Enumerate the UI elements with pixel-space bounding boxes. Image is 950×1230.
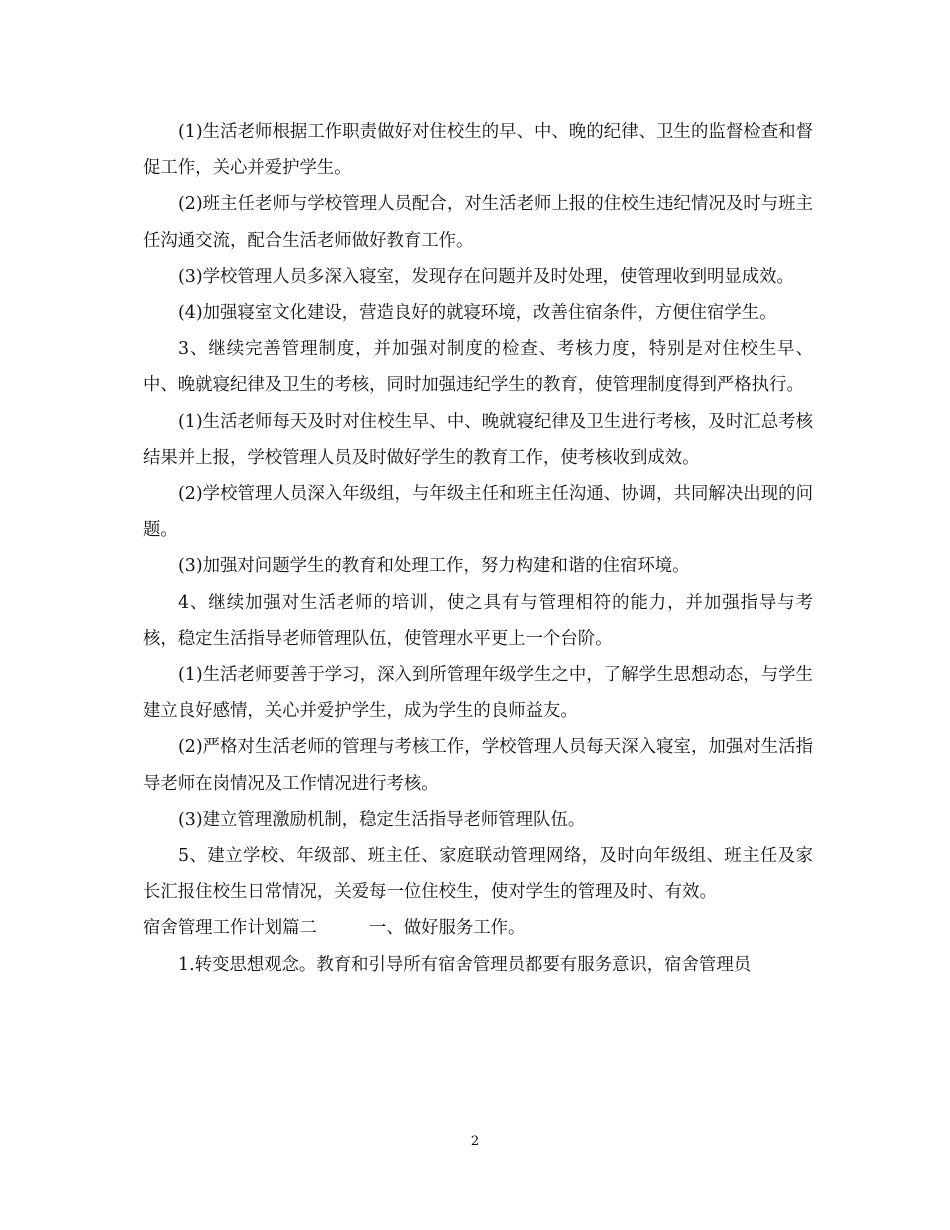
section-heading-line (143, 910, 813, 946)
paragraph-13: 5、建立学校、年级部、班主任、家庭联动管理网络，及时向年级组、班主任及家长汇报住校生日常情况，关爱每一位住校生，使对学生的管理及时、有效。 (143, 846, 813, 903)
section-title: 宿舍管理工作计划篇二 (143, 918, 317, 939)
paragraph-2: (2)班主任老师与学校管理人员配合，对生活老师上报的住校生违纪情况及时与班主任沟通交流，配合生活老师做好教育工作。 (143, 194, 813, 251)
paragraph-3: (3)学校管理人员多深入寝室，发现存在问题并及时处理，使管理收到明显成效。 (178, 266, 794, 287)
paragraph-8: (3)加强对问题学生的教育和处理工作，努力构建和谐的住宿环境。 (178, 556, 690, 577)
paragraph-1: (1)生活老师根据工作职责做好对住校生的早、中、晚的纪律、卫生的监督检查和督促工作，关心并爱护学生。 (143, 122, 813, 179)
paragraph-last: 1.转变思想观念。教育和引导所有宿舍管理员都要有服务意识，宿舍管理员 (178, 954, 752, 975)
paragraph-9: 4、继续加强对生活老师的培训，使之具有与管理相符的能力，并加强指导与考核，稳定生活指导老师管理队伍，使管理水平更上一个台阶。 (143, 592, 813, 649)
paragraph-4: (4)加强寝室文化建设，营造良好的就寝环境，改善住宿条件，方便住宿学生。 (178, 303, 777, 324)
paragraph-6: (1)生活老师每天及时对住校生早、中、晚就寝纪律及卫生进行考核，及时汇总考核结果并上报，学校管理人员及时做好学生的教育工作，使考核收到成效。 (143, 411, 813, 468)
section-subtitle: 一、做好服务工作。 (368, 918, 526, 939)
paragraph-11: (2)严格对生活老师的管理与考核工作，学校管理人员每天深入寝室，加强对生活指导老师在岗情况及工作情况进行考核。 (143, 737, 813, 794)
paragraph-12: (3)建立管理激励机制，稳定生活指导老师管理队伍。 (178, 809, 586, 830)
paragraph-10: (1)生活老师要善于学习，深入到所管理年级学生之中，了解学生思想动态，与学生建立良好感情，关心并爱护学生，成为学生的良师益友。 (143, 665, 813, 722)
document-body (143, 114, 813, 983)
paragraph-7: (2)学校管理人员深入年级组，与年级主任和班主任沟通、协调，共同解决出现的问题。 (143, 484, 813, 541)
paragraph-5: 3、继续完善管理制度，并加强对制度的检查、考核力度，特别是对住校生早、中、晚就寝纪律及卫生的考核，同时加强违纪学生的教育，使管理制度得到严格执行。 (143, 339, 813, 396)
page-number: 2 (470, 1134, 480, 1149)
